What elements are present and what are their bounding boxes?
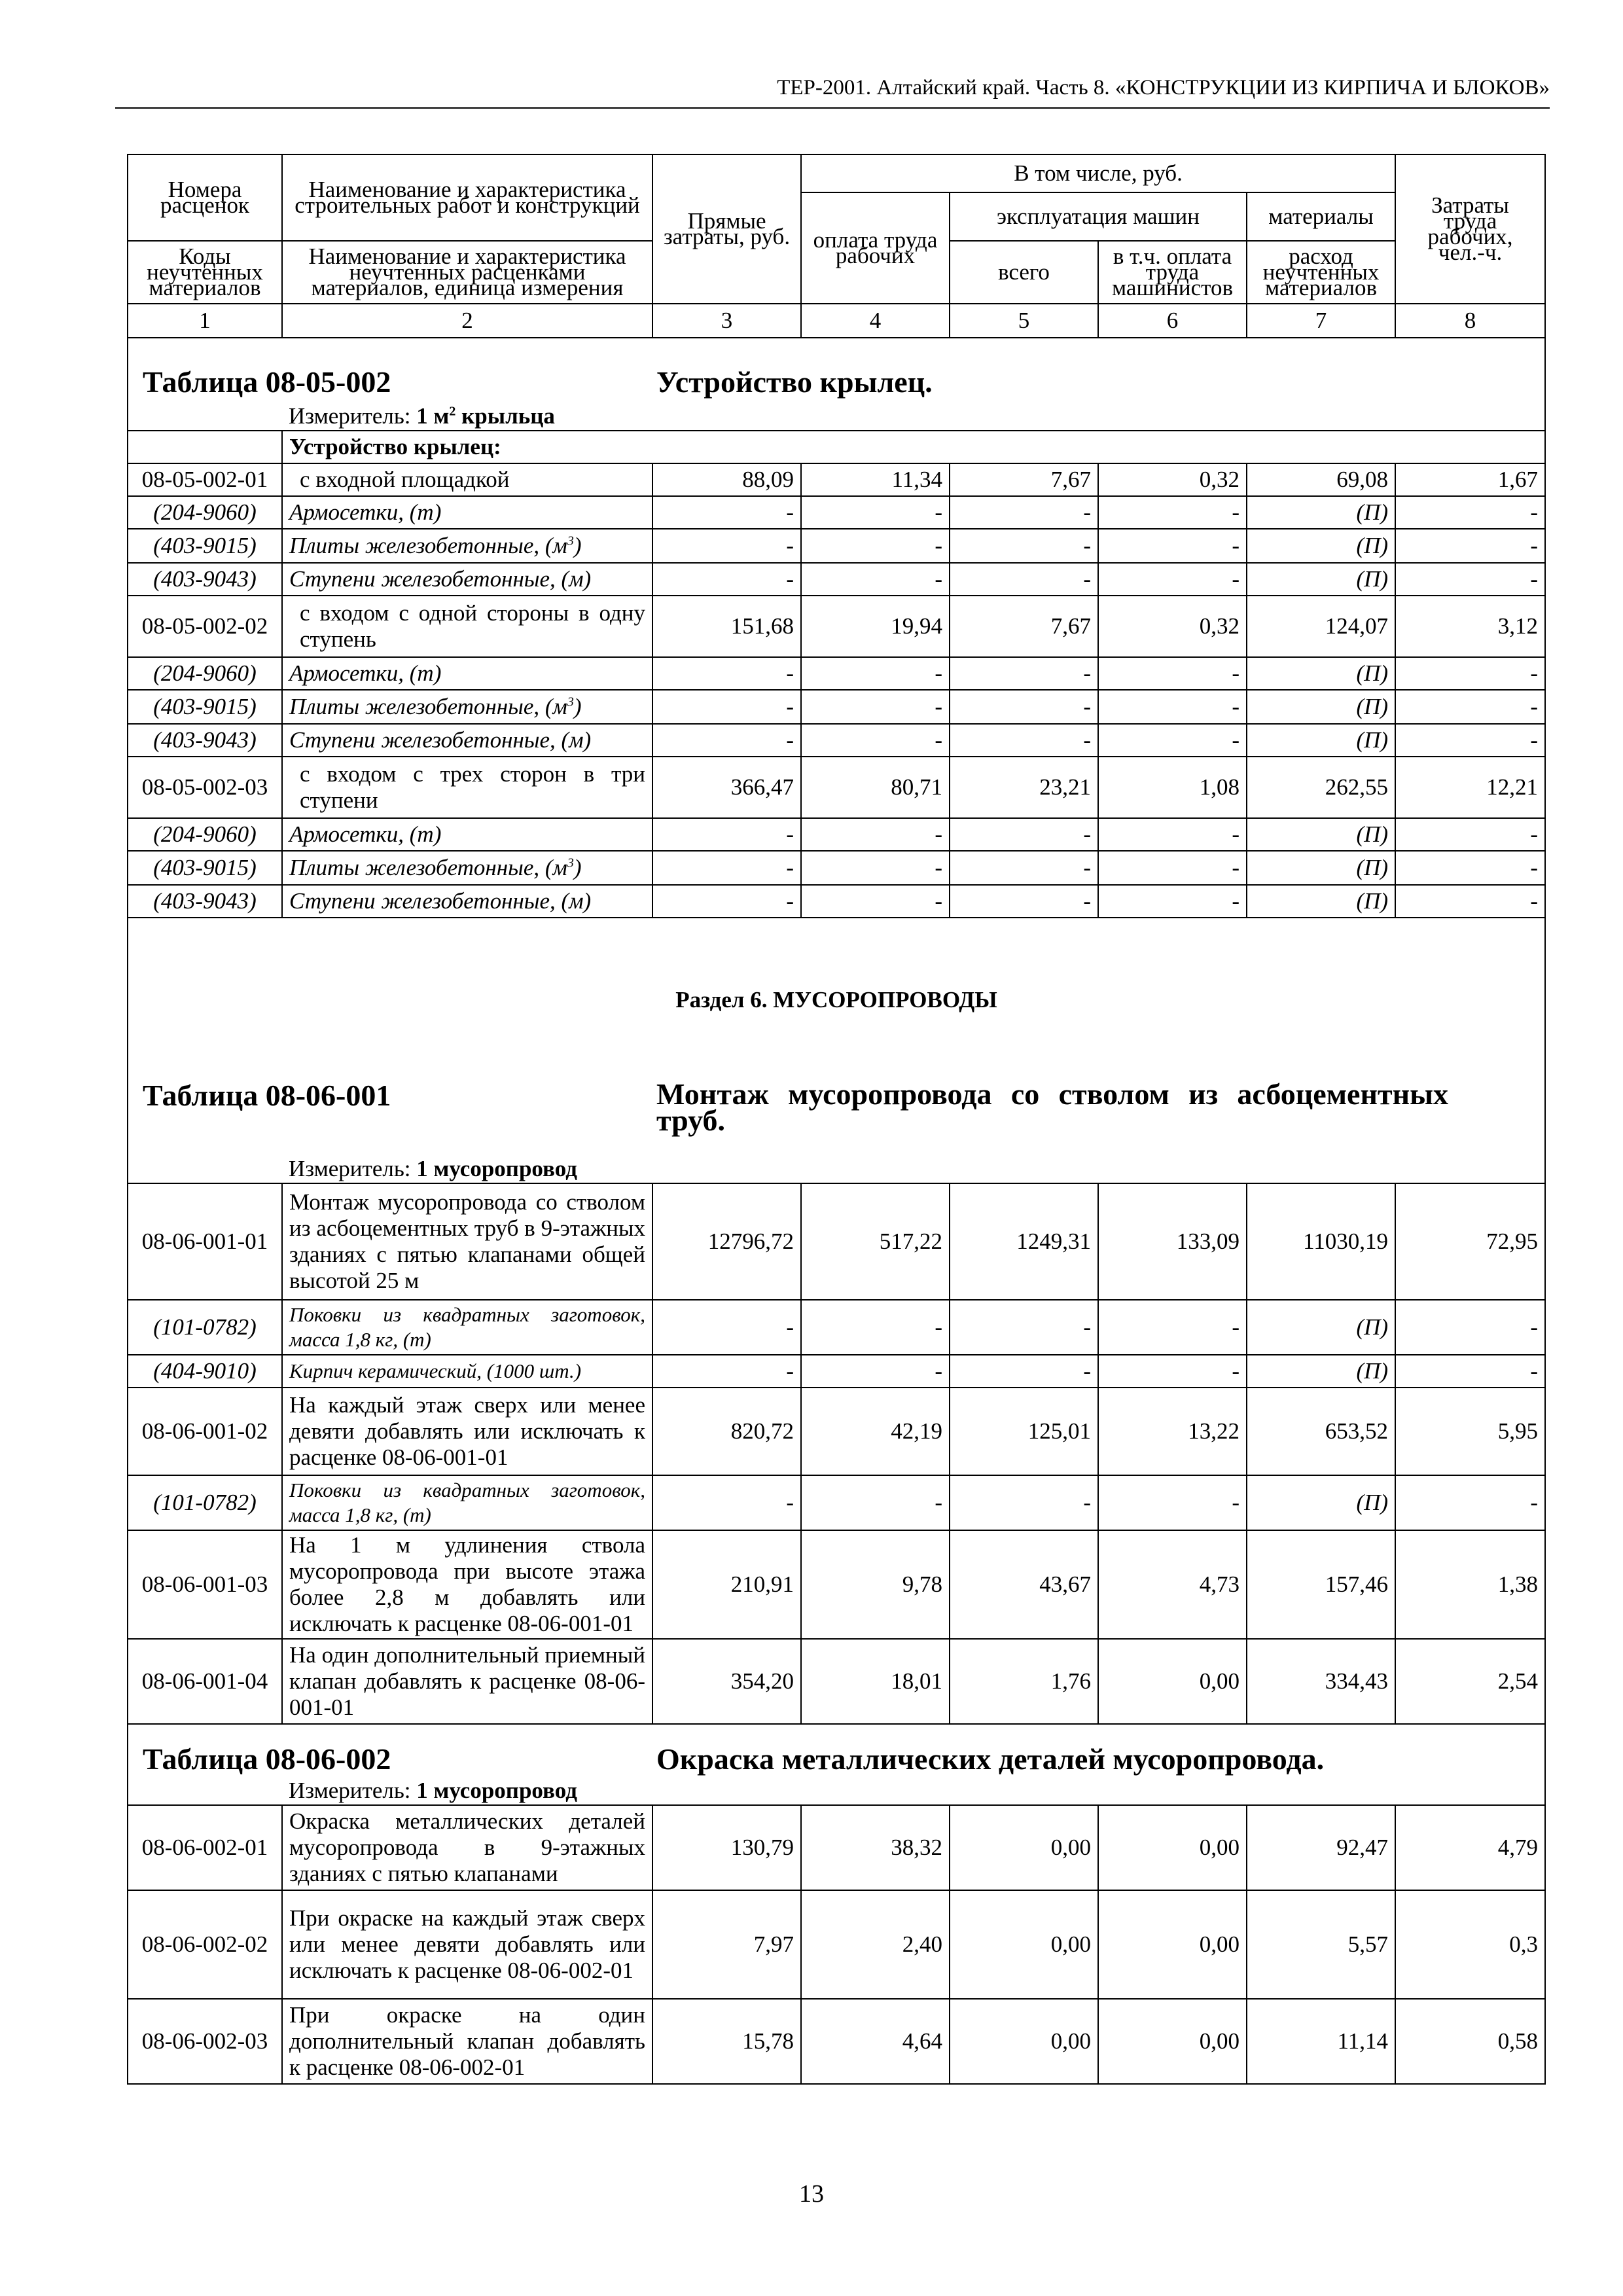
meter-label: Измеритель: bbox=[289, 1777, 417, 1803]
table-title: Устройство крылец. bbox=[656, 365, 933, 399]
machines-total: 1,76 bbox=[950, 1639, 1098, 1724]
operator-wages: 0,00 bbox=[1098, 1890, 1247, 1999]
rate-code: 08-06-001-01 bbox=[128, 1183, 282, 1300]
col-header-materials: материалы bbox=[1247, 192, 1395, 241]
material-name: Плиты железобетонные, $(м^3)$ bbox=[282, 529, 652, 563]
material-code: (404-9010) bbox=[128, 1355, 282, 1388]
material-code: (204-9060) bbox=[128, 496, 282, 529]
operator-wages: 0,00 bbox=[1098, 1639, 1247, 1724]
table-title: Монтаж мусоропровода со стволом из асбоцементных труб. bbox=[656, 1077, 1448, 1137]
col-number: 4 bbox=[801, 304, 950, 338]
col-number: 7 bbox=[1247, 304, 1395, 338]
rate-code: 08-06-002-01 bbox=[128, 1805, 282, 1890]
rate-name: При окраске на каждый этаж сверх или менее девяти добавлять или исключать к расценке 08-06-002-01 bbox=[282, 1890, 652, 1999]
rate-name: с входом с трех сторон в три ступени bbox=[282, 757, 652, 818]
operator-wages: 0,32 bbox=[1098, 463, 1247, 496]
col-number: 3 bbox=[652, 304, 801, 338]
material-code: (403-9043) bbox=[128, 563, 282, 596]
material-name: Армосетки, (т) bbox=[282, 818, 652, 851]
direct-costs: 820,72 bbox=[652, 1388, 801, 1475]
material-name: Поковки из квадратных заготовок, масса 1,8 кг, (т) bbox=[282, 1475, 652, 1530]
col-number: 8 bbox=[1395, 304, 1545, 338]
material-name: Ступени железобетонные, (м) bbox=[282, 563, 652, 596]
col-header-machines: эксплуатация машин bbox=[950, 192, 1247, 241]
meter-value: 1 м bbox=[416, 403, 450, 429]
wages: 2,40 bbox=[801, 1890, 950, 1999]
col-header-labor-hours: Затраты труда рабочих, чел.-ч. bbox=[1395, 154, 1545, 304]
meter-value: 1 мусоропровод bbox=[416, 1155, 577, 1181]
rate-code: 08-06-002-03 bbox=[128, 1999, 282, 2084]
col-header-work-name: Наименование и характеристика строительных работ и конструкций bbox=[282, 154, 652, 241]
labor-hours: 1,67 bbox=[1395, 463, 1545, 496]
table-label: Таблица 08-06-002 bbox=[143, 1742, 391, 1776]
direct-costs: 12796,72 bbox=[652, 1183, 801, 1300]
materials: 69,08 bbox=[1247, 463, 1395, 496]
rate-code: 08-06-001-02 bbox=[128, 1388, 282, 1475]
wages: 80,71 bbox=[801, 757, 950, 818]
page-number: 13 bbox=[799, 2180, 824, 2208]
rate-name: с входной площадкой bbox=[282, 463, 652, 496]
material-name: Плиты железобетонные, $(м^3)$ bbox=[282, 690, 652, 724]
rate-code: 08-06-002-02 bbox=[128, 1890, 282, 1999]
materials: 5,57 bbox=[1247, 1890, 1395, 1999]
wages: 9,78 bbox=[801, 1530, 950, 1639]
machines-total: 0,00 bbox=[950, 1890, 1098, 1999]
rate-code: 08-05-002-01 bbox=[128, 463, 282, 496]
col-number: 5 bbox=[950, 304, 1098, 338]
operator-wages: 0,00 bbox=[1098, 1805, 1247, 1890]
table-label: Таблица 08-05-002 bbox=[143, 365, 391, 399]
materials: 157,46 bbox=[1247, 1530, 1395, 1639]
materials: 262,55 bbox=[1247, 757, 1395, 818]
rate-name: Окраска металлических деталей мусоропровода в 9-этажных зданиях с пятью клапанами bbox=[282, 1805, 652, 1890]
col-header-direct-costs: Прямые затраты, руб. bbox=[652, 154, 801, 304]
operator-wages: 1,08 bbox=[1098, 757, 1247, 818]
materials: 11,14 bbox=[1247, 1999, 1395, 2084]
material-name: Кирпич керамический, (1000 шт.) bbox=[282, 1355, 652, 1388]
material-name: Армосетки, (т) bbox=[282, 657, 652, 690]
rate-code: 08-06-001-04 bbox=[128, 1639, 282, 1724]
rate-code: 08-05-002-02 bbox=[128, 596, 282, 657]
material-code: (403-9043) bbox=[128, 885, 282, 918]
table-label: Таблица 08-06-001 bbox=[143, 1079, 391, 1112]
material-code: (101-0782) bbox=[128, 1475, 282, 1530]
meter-label: Измеритель: bbox=[289, 403, 417, 429]
material-name: Армосетки, (т) bbox=[282, 496, 652, 529]
machines-total: 43,67 bbox=[950, 1530, 1098, 1639]
operator-wages: 4,73 bbox=[1098, 1530, 1247, 1639]
material-code: (403-9043) bbox=[128, 724, 282, 757]
operator-wages: 13,22 bbox=[1098, 1388, 1247, 1475]
machines-total: 7,67 bbox=[950, 596, 1098, 657]
machines-total: 125,01 bbox=[950, 1388, 1098, 1475]
col-number: 1 bbox=[128, 304, 282, 338]
col-header-material-names: Наименование и характеристика неучтенных расценками материалов, единица измерения bbox=[282, 241, 652, 304]
operator-wages: 0,00 bbox=[1098, 1999, 1247, 2084]
wages: 42,19 bbox=[801, 1388, 950, 1475]
rates-table: Номера расценок Наименование и характеристика строительных работ и конструкций Прямые затраты, руб. В том числе, руб. Затраты труда рабочих, чел.-ч. оплата труда рабочих эксплуатация машин материалы Коды неучтенных материалов Наименование и характеристика неучтенных расценками материалов, единица измерения всего в т.ч. оплата труда машинистов расход неучтенных материалов 1 2 3 4 5 6 7 8 Таблица 08-05-002 Устройство крылец. Измеритель: 1 $м^2$ крыльца Устройство крылец: 08-05-002-01 с входной площадкой 88,09 11,34 7,67 0,32 69,08 1,67 (204-9060) Армосетки, (т) - - - - (П) - (403-9015) Плиты железобетонные, $(м^3)$ - - - - (П) - (403-9043) Ступени железобетонные, (м) - - - - (П) - 08-05-002-02 с входом с одной стороны в одну ступень 151,68 19,94 7,67 0,32 124,07 3,12 (204-9060) Армосетки, (т) - - - - (П) - (403-9015) Плиты железобетонные, $(м^3)$ - - - - (П) - (403-9043) Ступени железобетонные, (м) - - - - (П) - 08-05-002-03 с входом с трех сторон в три ступени 366,47 80,71 23,21 1,08 262,55 12,21 (204-9060) Армосетки, (т) - - - - (П) - (403-9015) Плиты железобетонные, $(м^3)$ - - - - (П) - (403-9043) Ступени железобетонные, (м) - - - - (П) - Раздел 6. МУСОРОПРОВОДЫ Таблица 08-06-001 Монтаж мусоропровода со стволом из асбоцементных труб. Измеритель: 1 мусоропровод 08-06-001-01 Монтаж мусоропровода со стволом из асбоцементных труб в 9-этажных зданиях с пятью клапанами общей высотой 25 м 12796,72 517,22 1249,31 133,09 11030,19 72,95 (101-0782) Поковки из квадратных заготовок, масса 1,8 кг, (т) - - - - (П) - (404-9010) Кирпич керамический, (1000 шт.) - - - - (П) - 08-06-001-02 На каждый этаж сверх или менее девяти добавлять или исключать к расценке 08-06-001-01 820,72 42,19 125,01 13,22 653,52 5,95 (101-0782) Поковки из квадратных заготовок, масса 1,8 кг, (т) - - - - (П) - 08-06-001-03 На 1 м удлинения ствола мусоропровода при высоте этажа более 2,8 м добавлять или исключать к расценке 08-06-001-01 210,91 9,78 43,67 4,73 157,46 1,38 08-06-001-04 На один дополнительный приемный клапан добавлять к расценке 08-06-001-01 354,20 18,01 1,76 0,00 334,43 2,54 Таблица 08-06-002 Окраска металлических деталей мусоропровода. Измеритель: 1 мусоропровод 08-06-002-01 Окраска металлических деталей мусоропровода в 9-этажных зданиях с пятью клапанами 130,79 38,32 0,00 0,00 92,47 4,79 08-06-002-02 При окраске на каждый этаж сверх или менее девяти добавлять или исключать к расценке 08-06-002-01 7,97 2,40 0,00 0,00 5,57 0,3 08-06-002-03 При окраске на один дополнительный клапан добавлять к расценке 08-06-002-01 15,78 4,64 0,00 0,00 11,14 0,58 bbox=[127, 154, 1546, 2085]
materials: 92,47 bbox=[1247, 1805, 1395, 1890]
rate-name: На каждый этаж сверх или менее девяти добавлять или исключать к расценке 08-06-001-01 bbox=[282, 1388, 652, 1475]
operator-wages: 0,32 bbox=[1098, 596, 1247, 657]
materials: 124,07 bbox=[1247, 596, 1395, 657]
wages: 517,22 bbox=[801, 1183, 950, 1300]
meter-value: 1 мусоропровод bbox=[416, 1777, 577, 1803]
rate-name: с входом с одной стороны в одну ступень bbox=[282, 596, 652, 657]
col-header-rate-number: Номера расценок bbox=[128, 154, 282, 241]
materials: 334,43 bbox=[1247, 1639, 1395, 1724]
machines-total: 23,21 bbox=[950, 757, 1098, 818]
col-number: 6 bbox=[1098, 304, 1247, 338]
labor-hours: 5,95 bbox=[1395, 1388, 1545, 1475]
running-title: ТЕР-2001. Алтайский край. Часть 8. «КОНСТРУКЦИИ ИЗ КИРПИЧА И БЛОКОВ» bbox=[115, 71, 1550, 109]
labor-hours: 4,79 bbox=[1395, 1805, 1545, 1890]
materials: 653,52 bbox=[1247, 1388, 1395, 1475]
labor-hours: 3,12 bbox=[1395, 596, 1545, 657]
rate-name: На один дополнительный приемный клапан добавлять к расценке 08-06-001-01 bbox=[282, 1639, 652, 1724]
direct-costs: 151,68 bbox=[652, 596, 801, 657]
material-code: (101-0782) bbox=[128, 1300, 282, 1355]
rate-name: На 1 м удлинения ствола мусоропровода при высоте этажа более 2,8 м добавлять или исключать к расценке 08-06-001-01 bbox=[282, 1530, 652, 1639]
col-header-material-usage: расход неучтенных материалов bbox=[1247, 241, 1395, 304]
rate-name: Монтаж мусоропровода со стволом из асбоцементных труб в 9-этажных зданиях с пятью клапанами общей высотой 25 м bbox=[282, 1183, 652, 1300]
section-title: Раздел 6. МУСОРОПРОВОДЫ bbox=[128, 918, 1545, 1081]
operator-wages: 133,09 bbox=[1098, 1183, 1247, 1300]
wages: 18,01 bbox=[801, 1639, 950, 1724]
col-number: 2 bbox=[282, 304, 652, 338]
materials: 11030,19 bbox=[1247, 1183, 1395, 1300]
col-header-including: В том числе, руб. bbox=[801, 154, 1395, 192]
direct-costs: 130,79 bbox=[652, 1805, 801, 1890]
subheading: Устройство крылец: bbox=[282, 431, 1545, 463]
machines-total: 0,00 bbox=[950, 1999, 1098, 2084]
machines-total: 1249,31 bbox=[950, 1183, 1098, 1300]
labor-hours: 0,58 bbox=[1395, 1999, 1545, 2084]
direct-costs: 15,78 bbox=[652, 1999, 801, 2084]
labor-hours: 12,21 bbox=[1395, 757, 1545, 818]
material-code: (403-9015) bbox=[128, 529, 282, 563]
col-header-wages: оплата труда рабочих bbox=[801, 192, 950, 304]
material-code: (204-9060) bbox=[128, 818, 282, 851]
material-name: Ступени железобетонные, (м) bbox=[282, 724, 652, 757]
rate-name: При окраске на один дополнительный клапан добавлять к расценке 08-06-002-01 bbox=[282, 1999, 652, 2084]
rate-code: 08-05-002-03 bbox=[128, 757, 282, 818]
rate-code: 08-06-001-03 bbox=[128, 1530, 282, 1639]
direct-costs: 354,20 bbox=[652, 1639, 801, 1724]
wages: 11,34 bbox=[801, 463, 950, 496]
table-title: Окраска металлических деталей мусоропровода. bbox=[656, 1742, 1325, 1776]
meter-label: Измеритель: bbox=[289, 1155, 417, 1181]
direct-costs: 88,09 bbox=[652, 463, 801, 496]
labor-hours: 72,95 bbox=[1395, 1183, 1545, 1300]
material-name: Поковки из квадратных заготовок, масса 1,8 кг, (т) bbox=[282, 1300, 652, 1355]
wages: 19,94 bbox=[801, 596, 950, 657]
wages: 4,64 bbox=[801, 1999, 950, 2084]
material-code: (403-9015) bbox=[128, 690, 282, 724]
machines-total: 7,67 bbox=[950, 463, 1098, 496]
material-code: (403-9015) bbox=[128, 851, 282, 885]
material-name: Ступени железобетонные, (м) bbox=[282, 885, 652, 918]
col-header-machines-total: всего bbox=[950, 241, 1098, 304]
labor-hours: 1,38 bbox=[1395, 1530, 1545, 1639]
col-header-operator-wages: в т.ч. оплата труда машинистов bbox=[1098, 241, 1247, 304]
direct-costs: 7,97 bbox=[652, 1890, 801, 1999]
labor-hours: 0,3 bbox=[1395, 1890, 1545, 1999]
direct-costs: 210,91 bbox=[652, 1530, 801, 1639]
material-code: (204-9060) bbox=[128, 657, 282, 690]
col-header-material-codes: Коды неучтенных материалов bbox=[128, 241, 282, 304]
wages: 38,32 bbox=[801, 1805, 950, 1890]
material-name: Плиты железобетонные, $(м^3)$ bbox=[282, 851, 652, 885]
direct-costs: 366,47 bbox=[652, 757, 801, 818]
labor-hours: 2,54 bbox=[1395, 1639, 1545, 1724]
machines-total: 0,00 bbox=[950, 1805, 1098, 1890]
